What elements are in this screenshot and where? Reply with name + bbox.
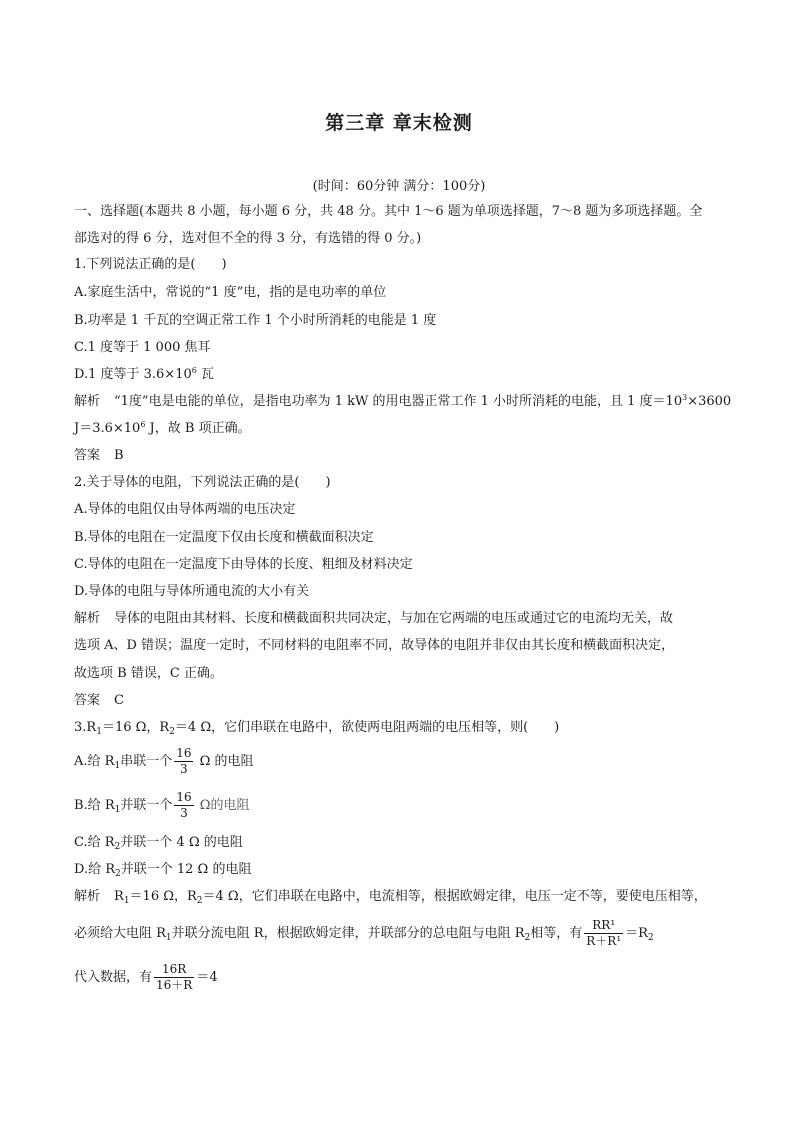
q2-option-c: C.导体的电阻在一定温度下由导体的长度、粗细及材料决定 bbox=[74, 557, 413, 572]
fraction: $\frac{16R}{16+R}$ bbox=[156, 962, 193, 992]
q3-explanation-line-3: 代入数据，有 $\frac{16R}{16+R}$ ＝4 bbox=[74, 962, 218, 992]
q1-option-a: A.家庭生活中，常说的“1 度”电，指的是电功率的单位 bbox=[74, 285, 387, 300]
explanation-label: 解析 bbox=[74, 394, 101, 409]
q2-explanation-line-2: 选项 A、D 错误；温度一定时，不同材料的电阻率不同，故导体的电阻并非仅由其长度和横截面积决定， bbox=[74, 638, 675, 653]
q1-explanation-line-2: $J=3.6\times 10^6$ J，故 B 项正确。 bbox=[74, 420, 251, 436]
q2-option-a: A.导体的电阻仅由导体两端的电压决定 bbox=[74, 502, 296, 517]
q1-explanation-line-1: 解析 “1度”电是电能的单位，是指电功率为 1 kW 的用电器正常工作 1 小时所消耗的电能，且 1 度$=10^3\times 3600$ bbox=[74, 393, 732, 409]
q2-option-d: D.导体的电阻与导体所通电流的大小有关 bbox=[74, 584, 310, 599]
page-title: 第三章 章末检测 bbox=[325, 112, 473, 134]
q3-explanation-line-1: 解析 $R_1=16$ Ω，$R_2=4$ Ω，它们串联在电路中，电流相等，根据欧姆定律，电压一定不等，要使电压相等， bbox=[74, 889, 707, 906]
q3-explanation-line-2: 必须给大电阻 $R_1$并联分流电阻 R，根据欧姆定律，并联部分的总电阻与电阻 $R_2$相等，有 $\frac{\text{RR¹}}{\text{R＋R¹}}$ $=R_2$ bbox=[74, 918, 654, 948]
explanation-label: 解析 bbox=[74, 889, 101, 904]
q3-option-c: C.给 $R_2$并联一个 4 Ω 的电阻 bbox=[74, 835, 243, 852]
explanation-label: 解析 bbox=[74, 611, 101, 626]
q1-option-c: C.1 度等于 1 000 焦耳 bbox=[74, 340, 211, 355]
q2-stem: 2.关于导体的电阻，下列说法正确的是( ) bbox=[74, 475, 331, 490]
section-intro-line-2: 部选对的得 6 分，选对但不全的得 3 分，有选错的得 0 分。) bbox=[74, 231, 422, 246]
fraction: $\frac{16}{3}$ bbox=[176, 790, 192, 820]
q3-option-b: B.给 $R_1$并联一个 $\frac{16}{3}$ Ω的电阻 bbox=[74, 790, 250, 820]
q1-answer: 答案 B bbox=[74, 448, 124, 463]
q1-stem: 1.下列说法正确的是( ) bbox=[74, 257, 227, 272]
fraction: $\frac{16}{3}$ bbox=[176, 746, 192, 776]
exam-info: (时间：60分钟 满分：100分) bbox=[312, 179, 486, 194]
answer-label: 答案 bbox=[74, 448, 101, 463]
answer-label: 答案 bbox=[74, 693, 101, 708]
q3-option-a: A.给 $R_1$串联一个 $\frac{16}{3}$ Ω 的电阻 bbox=[74, 746, 254, 776]
q2-explanation-line-3: 故选项 B 错误，C 正确。 bbox=[74, 666, 223, 681]
q1-option-d: D.1 度等于 $3.6\times 10^6$ 瓦 bbox=[74, 366, 214, 382]
q2-explanation-line-1: 解析 导体的电阻由其材料、长度和横截面积共同决定，与加在它两端的电压或通过它的电流均无关，故 bbox=[74, 611, 674, 626]
section-intro-line-1: 一、选择题(本题共 8 小题，每小题 6 分，共 48 分。其中 1～6 题为单项选择题，7～8 题为多项选择题。全 bbox=[74, 204, 703, 219]
q1-option-b: B.功率是 1 千瓦的空调正常工作 1 个小时所消耗的电能是 1 度 bbox=[74, 313, 437, 328]
q2-option-b: B.导体的电阻在一定温度下仅由长度和横截面积决定 bbox=[74, 530, 374, 545]
q3-stem: $3.R_1=16$ Ω，$R_2=4$ Ω，它们串联在电路中，欲使两电阻两端的电压相等，则( ) bbox=[74, 720, 560, 737]
q3-option-d: D.给 $R_2$并联一个 12 Ω 的电阻 bbox=[74, 862, 252, 879]
fraction: $\frac{\text{RR¹}}{\text{R＋R¹}}$ bbox=[586, 918, 622, 948]
q2-answer: 答案 C bbox=[74, 693, 124, 708]
